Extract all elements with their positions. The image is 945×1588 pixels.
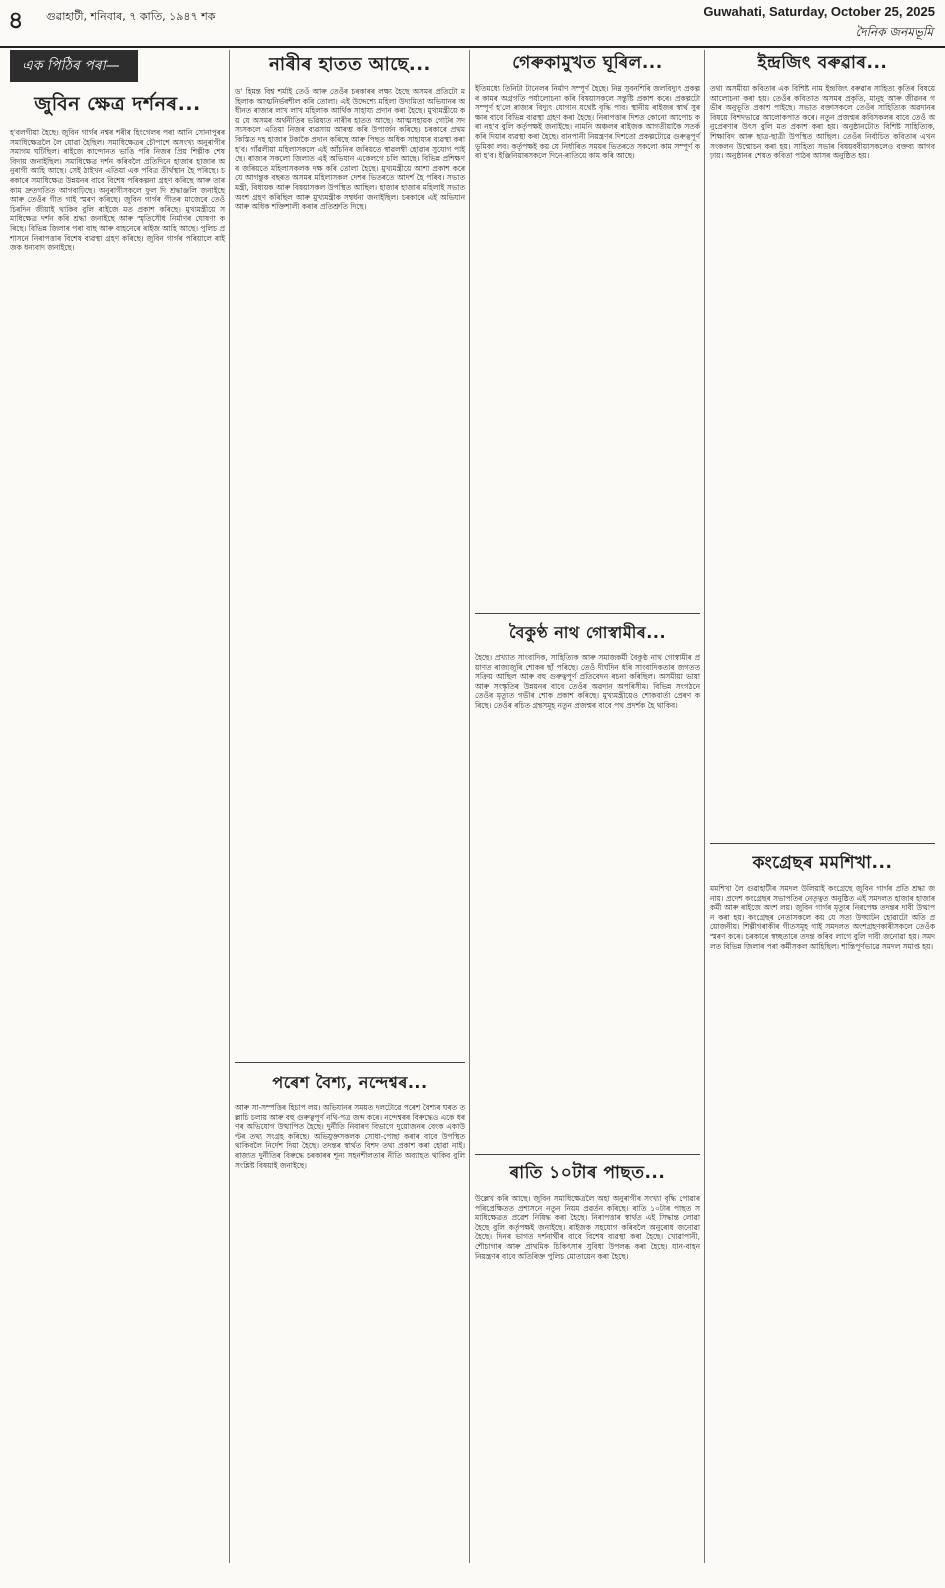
column-4 — [710, 50, 938, 1563]
article-paresh — [235, 1070, 468, 1563]
column-divider — [469, 50, 470, 1563]
continuation-tag: এক পিঠিৰ পৰা— — [10, 50, 138, 82]
section-divider — [710, 843, 935, 844]
page-header — [0, 0, 945, 48]
article-rati — [475, 1160, 703, 1563]
article-headline: ইন্দ্ৰজিৎ বৰুৱাৰ... — [757, 53, 888, 73]
article-headline: ৰাতি ১০টাৰ পাছত... — [509, 1163, 666, 1183]
article-indrajit — [710, 50, 938, 840]
article-headline: পৰেশ বৈশ্য, নন্দেশ্বৰ... — [272, 1073, 428, 1092]
paper-name: দৈনিক জনমভূমি — [855, 25, 933, 39]
section-divider — [235, 1062, 465, 1063]
article-headline: কংগ্ৰেছৰ মমশিখা... — [752, 853, 893, 873]
article-body: উল্লেখ কৰি আছে। জুবিন সমাধিক্ষেত্ৰলৈ অহা অনুৰাগীৰ সংখ্যা বৃদ্ধি পোৱাৰ পৰিপ্ৰেক্ষিতত প্ৰশাসনে নতুন নিয়ম প্ৰৱৰ্তন কৰিছে। ৰাতি ১০টাৰ পাছত সমাধিক্ষেত্ৰত প্ৰৱেশ নিষিদ্ধ কৰা হৈছে। নিৰাপত্তাৰ স্বাৰ্থত এই সিদ্ধান্ত লোৱা হৈছে বুলি কৰ্তৃপক্ষই জনাইছে। ৰাইজক সহযোগ কৰিবলৈ অনুৰোধ জনোৱা হৈছে। দিনৰ ভাগত দৰ্শনাৰ্থীৰ বাবে বিশেষ ব্যৱস্থা কৰা হৈছে। খোৱাপানী, শৌচাগাৰ আৰু প্ৰাথমিক চিকিৎসাৰ সুবিধা উপলব্ধ কৰা হৈছে। যান-বাহন নিয়ন্ত্ৰণৰ বাবে অতিৰিক্ত পুলিচ মোতায়েন কৰা হৈছে। — [475, 1194, 703, 1261]
column-3 — [475, 50, 703, 1563]
article-headline: নাৰীৰ হাতত আছে... — [269, 54, 431, 75]
article-body: আৰু সা-সম্পত্তিৰ হিচাপ লয়। অভিযানৰ সময়ত দলটোৱে পৰেশ বৈশ্যৰ ঘৰত তল্লাচি চলায় আৰু বহু গুৰুত্বপূৰ্ণ নথি-পত্ৰ জব্দ কৰে। নন্দেশ্বৰৰ বিৰুদ্ধেও একে ধৰণৰ অভিযোগ উত্থাপিত হৈছে। দুৰ্নীতি নিবাৰণ বিভাগে দুয়োজনৰ বেংক একাউণ্টৰ তথ্য সংগ্ৰহ কৰিছে। অভিযুক্তসকলক সোধা-পোছা কৰাৰ বাবে উপস্থিত থাকিবলৈ নিৰ্দেশ দিয়া হৈছে। তদন্তৰ স্বাৰ্থত বিশদ তথ্য প্ৰকাশ কৰা হোৱা নাই। ৰাজ্যত দুৰ্নীতিৰ বিৰুদ্ধে চৰকাৰৰ শূন্য সহনশীলতাৰ নীতি অব্যাহত থাকিব বুলি সংশ্লিষ্ট বিষয়াই জনাইছে। — [235, 1103, 468, 1170]
article-body: ড' হিমন্ত বিশ্ব শৰ্মাই তেওঁ আৰু তেওঁৰ চৰকাৰৰ লক্ষ্য হৈছে অসমৰ প্ৰতিটো মহিলাক আত্মনিৰ্ভৰশীল কৰি তোলা। এই উদ্দেশ্যে মহিলা উদ্যমিতা অভিযানৰ অধীনত ৰাজ্যৰ লাখ লাখ মহিলাক আৰ্থিক সাহায্য প্ৰদান কৰা হৈছে। মুখ্যমন্ত্ৰীয়ে কয় যে অসমৰ অৰ্থনীতিৰ ভৱিষ্যত নাৰীৰ হাতত আছে। আত্মসহায়ক গোটৰ সদস্যসকলে এতিয়া নিজৰ ব্যৱসায় আৰম্ভ কৰি উপাৰ্জন কৰিছে। চৰকাৰে প্ৰথম কিস্তিত দহ হাজাৰ টকাকৈ প্ৰদান কৰিছে আৰু পিছত অধিক সাহায্যৰ ব্যৱস্থা কৰা হ'ব। গাঁৱলীয়া মহিলাসকলে এই আঁচনিৰ জৰিয়তে স্বাৱলম্বী হোৱাৰ সুযোগ পাইছে। ৰাজ্যৰ সকলো জিলাত এই অভিযান একেলগে চলি আছে। বিভিন্ন প্ৰশিক্ষণৰ জৰিয়তে মহিলাসকলক দক্ষ কৰি তোলা হৈছে। মুখ্যমন্ত্ৰীয়ে আশা প্ৰকাশ কৰে যে আগন্তুক বছৰত অসমৰ মহিলাসকল দেশৰ ভিতৰতে আদৰ্শ হৈ পৰিব। সভাত মন্ত্ৰী, বিধায়ক আৰু বিষয়াসকল উপস্থিত আছিল। হাজাৰ হাজাৰ মহিলাই সভাত অংশ গ্ৰহণ কৰিছিল আৰু মুখ্যমন্ত্ৰীক সম্বৰ্ধনা জনাইছিল। চৰকাৰে এই অভিযান আৰু অধিক শক্তিশালী কৰাৰ প্ৰতিশ্ৰুতি দিছে। — [235, 87, 468, 212]
article-congress — [710, 850, 938, 1563]
column-divider — [704, 50, 705, 1563]
article-body: তথা অসমীয়া কবিতাৰ এক বিশিষ্ট নাম ইন্দ্ৰজিৎ বৰুৱাৰ সাহিত্য কৃতিৰ বিষয়ে আলোচনা কৰা হয়। তেওঁৰ কবিতাত অসমৰ প্ৰকৃতি, মানুহ আৰু জীৱনৰ গভীৰ অনুভূতি প্ৰকাশ পাইছে। সভাত বক্তাসকলে তেওঁৰ সাহিত্যিক অৱদানৰ বিষয়ে বিশদভাৱে আলোকপাত কৰে। নতুন প্ৰজন্মৰ কবিসকলৰ বাবে তেওঁ অনুপ্ৰেৰণাৰ উৎস বুলি মত প্ৰকাশ কৰা হয়। অনুষ্ঠানটোত বিশিষ্ট সাহিত্যিক, শিক্ষাবিদ আৰু ছাত্ৰ-ছাত্ৰী উপস্থিত আছিল। তেওঁৰ নিৰ্বাচিত কবিতাৰ এখন সংকলন উন্মোচন কৰা হয়। সাহিত্য সভাৰ বিষয়ববীয়াসকলেও বক্তব্য আগবঢ়ায়। অনুষ্ঠানৰ শেষত কবিতা পাঠৰ আসৰ অনুষ্ঠিত হয়। — [710, 84, 938, 161]
column-1-article — [10, 50, 228, 1563]
date-assamese: গুৱাহাটী, শনিবাৰ, ৭ কাতি, ১৯৪৭ শক — [46, 10, 216, 23]
article-headline: গেৰুকামুখত ঘূৰিল... — [512, 53, 663, 73]
article-gerukamukh — [475, 50, 703, 610]
article-headline: বৈকুণ্ঠ নাথ গোস্বামীৰ... — [508, 623, 667, 642]
column-divider — [229, 50, 230, 1563]
article-body: ইতিমধ্যে তিনিটা টানেলৰ নিৰ্মাণ সম্পূৰ্ণ হৈছে। নিম্ন সুবনশিৰি জলবিদ্যুৎ প্ৰকল্পৰ কামৰ অগ্ৰগতি পৰ্যালোচনা কৰি বিষয়াসকলে সন্তুষ্টি প্ৰকাশ কৰে। প্ৰকল্পটো সম্পূৰ্ণ হ'লে ৰাজ্যৰ বিদ্যুৎ যোগান যথেষ্ট বৃদ্ধি পাব। স্থানীয় ৰাইজৰ স্বাৰ্থ সুৰক্ষাৰ বাবে বিভিন্ন ব্যৱস্থা গ্ৰহণ কৰা হৈছে। নিৰাপত্তাৰ দিশত কোনো আপোচ কৰা নহ'ব বুলি কৰ্তৃপক্ষই জনাইছে। নামনি অঞ্চলৰ ৰাইজক আগতীয়াকৈ সতৰ্ক কৰি দিয়াৰ ব্যৱস্থা কৰা হৈছে। বানপানী নিয়ন্ত্ৰণৰ দিশতো প্ৰকল্পটোৱে গুৰুত্বপূৰ্ণ ভূমিকা লব। কৰ্তৃপক্ষই কয় যে নিৰ্ধাৰিত সময়ৰ ভিতৰতে সকলো কাম সম্পূৰ্ণ কৰা হ'ব। ইঞ্জিনিয়াৰসকলে দিনে-ৰাতিয়ে কাম কৰি আছে। — [475, 84, 703, 161]
article-headline: জুবিন ক্ষেত্ৰ দৰ্শনৰ... — [34, 93, 201, 115]
page-number: ৪ — [8, 6, 24, 34]
section-divider — [475, 613, 700, 614]
date-english: Guwahati, Saturday, October 25, 2025 — [703, 4, 935, 19]
article-body: হ'বলগীয়া হৈছে। জুবিন গাৰ্গৰ নশ্বৰ শৰীৰ হিংগেলৰ পৰা আনি সোনাপুৰৰ সমাধিক্ষেত্ৰলৈ লৈ যোৱা হৈছিল। সমাধিক্ষেত্ৰৰ চৌপাশে অসংখ্য অনুৰাগীৰ সমাগম ঘটিছিল। ৰাইজে কান্দোনত ভাঙি পৰি নিজৰ প্ৰিয় শিল্পীক শেষ বিদায় জনাইছিল। সমাধিক্ষেত্ৰ দৰ্শন কৰিবলৈ প্ৰতিদিনে হাজাৰ হাজাৰ অনুৰাগী আহি আছে। সেই ঠাইখন এতিয়া এক পবিত্ৰ তীৰ্থস্থান হৈ পৰিছে। চৰকাৰে সমাধিক্ষেত্ৰ উন্নয়নৰ বাবে বিশেষ পৰিকল্পনা গ্ৰহণ কৰিছে আৰু তাৰ কাম দ্ৰুতগতিত আগবাঢ়িছে। অনুৰাগীসকলে ফুল দি শ্ৰদ্ধাঞ্জলি জনাইছে আৰু তেওঁৰ গীত গাই স্মৰণ কৰিছে। জুবিন গাৰ্গৰ গীতৰ মাজেৰে তেওঁ চিৰদিন জীয়াই থাকিব বুলি ৰাইজে মত প্ৰকাশ কৰিছে। মুখ্যমন্ত্ৰীয়ে সমাধিক্ষেত্ৰ দৰ্শন কৰি শ্ৰদ্ধা জনাইছে আৰু স্মৃতিসৌধ নিৰ্মাণৰ ঘোষণা কৰিছে। বিভিন্ন জিলাৰ পৰা বাছ আৰু বাহনেৰে ৰাইজ আহি আছে। পুলিচ প্ৰশাসনে নিৰাপত্তাৰ বিশেষ ব্যৱস্থা গ্ৰহণ কৰিছে। জুবিন গাৰ্গৰ পৰিয়ালে ৰাইজক ধন্যবাদ জনাইছে। — [10, 128, 228, 253]
column-2 — [235, 50, 468, 1563]
article-body: হৈছে। প্ৰখ্যাত সাংবাদিক, সাহিত্যিক আৰু সমাজকৰ্মী বৈকুণ্ঠ নাথ গোস্বামীৰ প্ৰয়াণত ৰাজ্যজুৰি শোকৰ ছাঁ পৰিছে। তেওঁ দীৰ্ঘদিন ধৰি সাংবাদিকতাৰ জগতত সক্ৰিয় আছিল আৰু বহু গুৰুত্বপূৰ্ণ প্ৰতিবেদন ৰচনা কৰিছিল। অসমীয়া ভাষা আৰু সংস্কৃতিৰ উন্নয়নৰ বাবে তেওঁৰ অৱদান অপৰিসীম। বিভিন্ন সংগঠনে তেওঁৰ মৃত্যুত গভীৰ শোক প্ৰকাশ কৰিছে। মুখ্যমন্ত্ৰীয়েও শোকবাৰ্তা প্ৰেৰণ কৰিছে। তেওঁৰ ৰচিত গ্ৰন্থসমূহ নতুন প্ৰজন্মৰ বাবে পথ প্ৰদৰ্শক হৈ থাকিব। — [475, 653, 703, 710]
section-divider — [475, 1154, 700, 1155]
article-nari — [235, 50, 468, 1060]
article-body: মমশিখা লৈ গুৱাহাটীৰ সমদল উলিয়াই কংগ্ৰেছে জুবিন গাৰ্গৰ প্ৰতি শ্ৰদ্ধা জনায়। প্ৰদেশ কংগ্ৰেছৰ সভাপতিৰ নেতৃত্বত অনুষ্ঠিত এই সমদলত হাজাৰ হাজাৰ কৰ্মী আৰু ৰাইজে অংশ লয়। জুবিন গাৰ্গৰ মৃত্যুৰ নিৰপেক্ষ তদন্তৰ দাবী উত্থাপন কৰা হয়। কংগ্ৰেছৰ নেতাসকলে কয় যে সত্য উদ্ঘাটন হোৱাটো অতি প্ৰয়োজনীয়। শিল্পীগৰাকীৰ গীতসমূহ গাই সমদলত অংশগ্ৰহণকাৰীসকলে তেওঁক স্মৰণ কৰে। চৰকাৰে স্বচ্ছতাৰে তদন্ত কৰিব লাগে বুলি দাবী জনোৱা হয়। সমদলত বিভিন্ন জিলাৰ পৰা কৰ্মীসকল আহিছিল। শান্তিপূৰ্ণভাৱে সমদল সমাপ্ত হয়। — [710, 884, 938, 951]
article-baikuntha — [475, 620, 703, 1150]
